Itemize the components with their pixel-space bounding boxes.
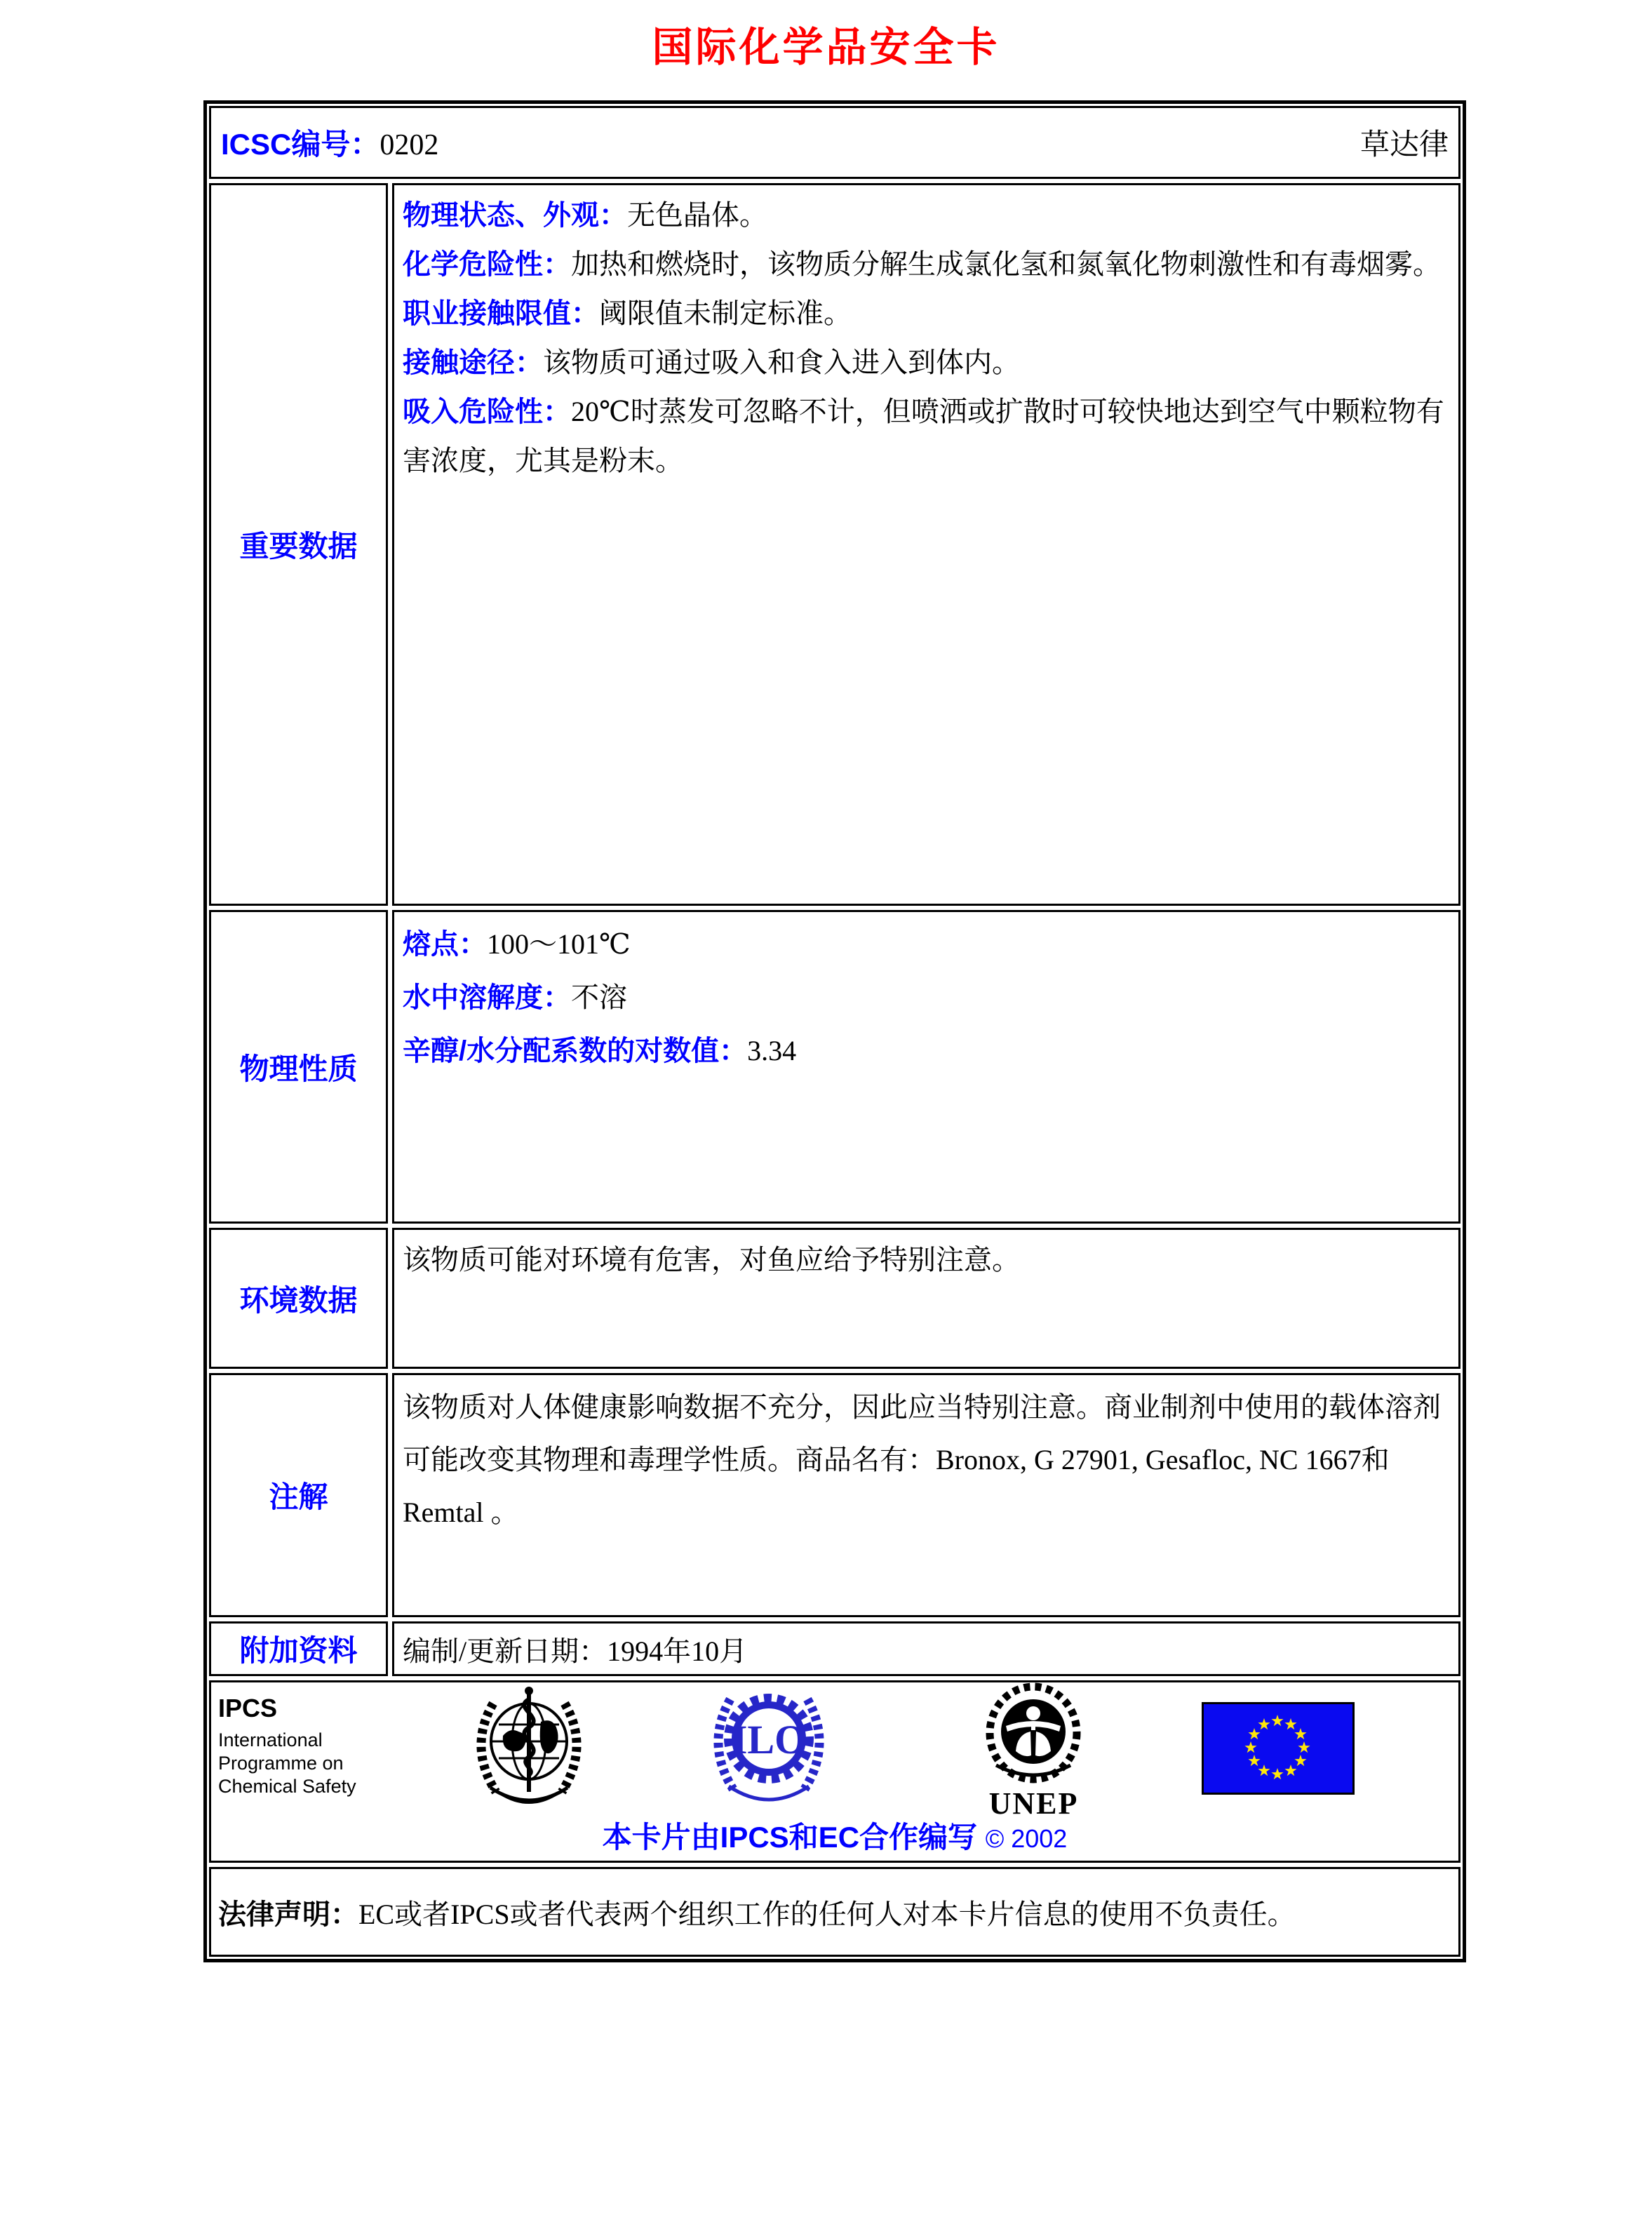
icsc-number-group (221, 121, 438, 163)
additional-info-row (209, 1621, 1460, 1676)
important-data-label-cell (209, 183, 388, 906)
notes-text: 该物质对人体健康影响数据不充分，因此应当特别注意。商业制剂中使用的载体溶剂可能改变其物理和毒理学性质。商品名有：Bronox, G 27901, Gesafloc, NC 1667和Remtal 。 (403, 1391, 1441, 1528)
update-date-label: 编制/更新日期： (403, 1635, 607, 1667)
field-label: 吸入危险性： (403, 396, 571, 427)
environmental-data-content (392, 1228, 1460, 1369)
field-value: 100～101℃ (487, 928, 631, 960)
footer-caption (211, 1814, 1458, 1856)
update-date-value: 1994年10月 (607, 1635, 748, 1667)
physical-property-item (403, 1024, 1450, 1078)
field-value: 3.34 (747, 1035, 797, 1066)
additional-info-label-cell (209, 1621, 388, 1676)
icsc-card-table (203, 100, 1466, 1962)
header-cell (209, 106, 1460, 179)
field-label: 接触途径： (403, 347, 543, 378)
eu-flag-icon (1202, 1702, 1355, 1798)
additional-info-row-label: 附加资料 (239, 1634, 358, 1667)
ipcs-title: IPCS (218, 1694, 278, 1722)
field-label: 熔点： (403, 929, 487, 960)
important-data-item (403, 191, 1450, 240)
update-date (403, 1629, 747, 1669)
physical-properties-content (392, 910, 1460, 1224)
header-row (209, 106, 1460, 179)
footer-caption-text: 本卡片由IPCS和EC合作编写 (602, 1821, 978, 1854)
chemical-name: 草达律 (1359, 129, 1449, 161)
field-value: 不溶 (571, 982, 627, 1013)
icsc-number-value: 0202 (380, 129, 439, 161)
unep-logo-icon (972, 1682, 1095, 1821)
environmental-data-label-cell (209, 1228, 388, 1369)
physical-properties-row (209, 910, 1460, 1224)
notes-row (209, 1373, 1460, 1617)
environmental-data-row-label: 环境数据 (239, 1283, 358, 1317)
additional-info-content (392, 1621, 1460, 1676)
legal-cell (209, 1867, 1460, 1957)
notes-row-label: 注解 (269, 1480, 328, 1513)
field-value: 无色晶体。 (627, 199, 767, 231)
footer-copyright: © 2002 (985, 1824, 1068, 1853)
environmental-data-row (209, 1228, 1460, 1369)
important-data-content (392, 183, 1460, 906)
field-label: 物理状态、外观： (403, 200, 627, 231)
field-label: 水中溶解度： (403, 982, 571, 1013)
physical-properties-label-cell (209, 910, 388, 1224)
page-title: 国际化学品安全卡 (652, 25, 1000, 70)
important-data-item (403, 240, 1450, 289)
ipcs-subtitle-line: Programme on (218, 1753, 344, 1774)
ilo-letters: ILO (731, 1717, 807, 1762)
unep-letters: UNEP (988, 1786, 1079, 1821)
ipcs-subtitle-line: Chemical Safety (218, 1776, 356, 1797)
important-data-item (403, 387, 1450, 486)
field-value: 该物质可通过吸入和食入进入到体内。 (543, 347, 1020, 378)
important-data-item (403, 289, 1450, 338)
field-value: 20℃时蒸发可忽略不计，但喷洒或扩散时可较快地达到空气中颗粒物有害浓度，尤其是粉末。 (403, 396, 1444, 476)
who-logo-icon (462, 1685, 596, 1815)
important-data-row (209, 183, 1460, 906)
physical-property-item (403, 918, 1450, 971)
environmental-data-text: 该物质可能对环境有危害，对鱼应给予特别注意。 (403, 1244, 1020, 1276)
physical-properties-row-label: 物理性质 (239, 1052, 358, 1085)
footer-row (209, 1680, 1460, 1863)
icsc-number-label: ICSC编号： (221, 128, 380, 161)
important-data-item (403, 338, 1450, 387)
legal-label: 法律声明： (218, 1899, 358, 1930)
field-value: 加热和燃烧时，该物质分解生成氯化氢和氮氧化物刺激性和有毒烟雾。 (571, 248, 1441, 280)
field-label: 辛醇/水分配系数的对数值： (403, 1036, 748, 1066)
field-value: 阈限值未制定标准。 (599, 297, 852, 329)
legal-text: EC或者IPCS或者代表两个组织工作的任何人对本卡片信息的使用不负责任。 (358, 1898, 1296, 1930)
field-label: 化学危险性： (403, 249, 571, 280)
physical-property-item (403, 971, 1450, 1024)
important-data-row-label: 重要数据 (239, 530, 358, 563)
notes-label-cell (209, 1373, 388, 1617)
notes-content (392, 1373, 1460, 1617)
field-label: 职业接触限值： (403, 298, 599, 329)
legal-statement (218, 1892, 1296, 1932)
legal-row (209, 1867, 1460, 1957)
ipcs-subtitle-line: International (218, 1729, 323, 1750)
footer-cell (209, 1680, 1460, 1863)
ipcs-text-block (218, 1694, 356, 1798)
ilo-logo-icon (702, 1684, 835, 1817)
